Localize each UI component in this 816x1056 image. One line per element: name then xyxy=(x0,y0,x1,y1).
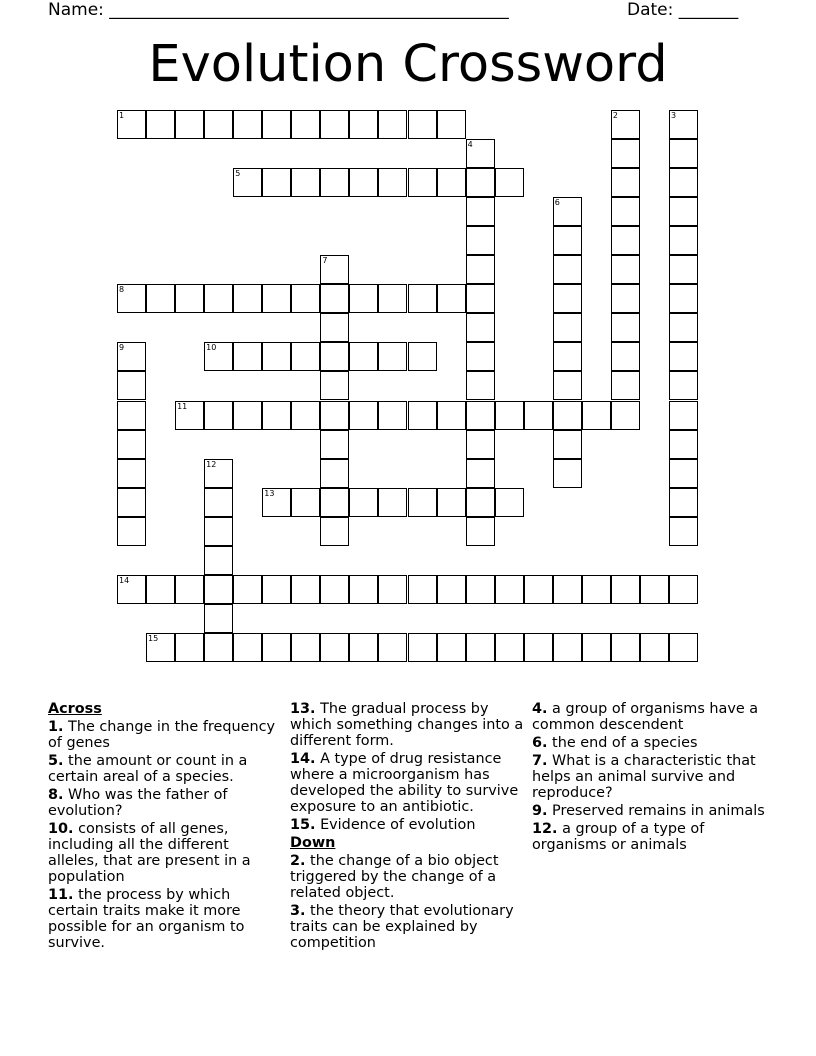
grid-cell[interactable] xyxy=(262,401,291,430)
grid-cell[interactable] xyxy=(408,575,437,604)
grid-cell[interactable] xyxy=(408,633,437,662)
grid-cell[interactable] xyxy=(291,110,320,139)
grid-cell[interactable] xyxy=(204,633,233,662)
clue-across-15: 15. Evidence of evolution xyxy=(290,817,476,833)
clue-across-13: 13. The gradual process by which something changes into a different form. xyxy=(290,701,524,749)
clue-across-11: 11. the process by which certain traits make it more possible for an organism to survive. xyxy=(48,887,245,951)
grid-cell[interactable] xyxy=(553,371,582,400)
grid-cell[interactable] xyxy=(291,575,320,604)
grid-cell[interactable] xyxy=(291,342,320,371)
grid-cell[interactable] xyxy=(117,371,146,400)
grid-cell[interactable] xyxy=(669,633,698,662)
clue-number: 5 xyxy=(235,169,241,179)
grid-cell[interactable] xyxy=(611,284,640,313)
grid-cell[interactable] xyxy=(291,284,320,313)
grid-cell[interactable] xyxy=(437,168,466,197)
grid-cell[interactable] xyxy=(320,313,349,342)
clue-number: 3 xyxy=(670,111,677,120)
grid-cell[interactable] xyxy=(262,488,291,517)
grid-cell[interactable] xyxy=(204,110,233,139)
clue-across-8: 8. Who was the father of evolution? xyxy=(48,787,228,819)
grid-cell[interactable] xyxy=(117,284,146,313)
clue-number: 11 xyxy=(177,401,188,411)
grid-cell[interactable] xyxy=(320,110,349,139)
grid-cell[interactable] xyxy=(466,575,495,604)
grid-cell[interactable] xyxy=(466,284,495,313)
grid-cell[interactable] xyxy=(669,459,698,488)
grid-cell[interactable] xyxy=(320,284,349,313)
grid-cell[interactable] xyxy=(669,110,698,139)
grid-cell[interactable] xyxy=(349,168,378,197)
grid-cell[interactable] xyxy=(146,575,175,604)
grid-cell[interactable] xyxy=(233,342,262,371)
grid-cell[interactable] xyxy=(466,226,495,255)
clue-number: 6 xyxy=(554,198,560,208)
grid-cell[interactable] xyxy=(233,575,262,604)
grid-cell[interactable] xyxy=(669,226,698,255)
grid-cell[interactable] xyxy=(466,371,495,400)
grid-cell[interactable] xyxy=(262,575,291,604)
grid-cell[interactable] xyxy=(495,488,524,517)
grid-cell[interactable] xyxy=(669,401,698,430)
clue-number: 4 xyxy=(467,140,473,150)
clue-number: 9 xyxy=(119,343,125,353)
clue-number: 1 xyxy=(119,111,125,120)
grid-cell[interactable] xyxy=(669,255,698,284)
grid-cell[interactable] xyxy=(437,284,466,313)
grid-cell[interactable] xyxy=(233,284,262,313)
grid-cell[interactable] xyxy=(349,342,378,371)
grid-cell[interactable] xyxy=(553,401,582,430)
grid-cell[interactable] xyxy=(553,226,582,255)
clue-down-2: 2. the change of a bio object triggered by the change of a related object. xyxy=(290,853,499,901)
clue-down-9: 9. Preserved remains in animals xyxy=(532,803,765,819)
grid-cell[interactable] xyxy=(669,168,698,197)
grid-cell[interactable] xyxy=(582,401,611,430)
grid-cell[interactable] xyxy=(320,168,349,197)
grid-cell[interactable] xyxy=(320,255,349,284)
grid-cell[interactable] xyxy=(611,342,640,371)
grid-cell[interactable] xyxy=(320,401,349,430)
grid-cell[interactable] xyxy=(611,110,640,139)
grid-cell[interactable] xyxy=(175,401,204,430)
clue-number: 10 xyxy=(206,343,217,353)
grid-cell[interactable] xyxy=(349,488,378,517)
grid-cell[interactable] xyxy=(146,284,175,313)
grid-cell[interactable] xyxy=(378,168,407,197)
grid-cell[interactable] xyxy=(466,488,495,517)
clue-column-3 xyxy=(532,701,768,855)
clue-down-7: 7. What is a characteristic that helps an animal survive and reproduce? xyxy=(532,753,756,801)
clue-across-14: 14. A type of drug resistance where a microorganism has developed the ability to survive exposure to an antibiotic. xyxy=(290,751,519,815)
grid-cell[interactable] xyxy=(349,575,378,604)
grid-cell[interactable] xyxy=(204,342,233,371)
grid-cell[interactable] xyxy=(146,110,175,139)
grid-cell[interactable] xyxy=(466,633,495,662)
grid-cell[interactable] xyxy=(611,139,640,168)
grid-cell[interactable] xyxy=(669,139,698,168)
grid-cell[interactable] xyxy=(553,575,582,604)
grid-cell[interactable] xyxy=(291,168,320,197)
grid-cell[interactable] xyxy=(669,575,698,604)
grid-cell[interactable] xyxy=(320,459,349,488)
date-field-label: Date: _______ xyxy=(627,0,739,20)
grid-cell[interactable] xyxy=(117,430,146,459)
grid-cell[interactable] xyxy=(437,488,466,517)
grid-cell[interactable] xyxy=(378,575,407,604)
grid-cell[interactable] xyxy=(466,401,495,430)
grid-cell[interactable] xyxy=(466,197,495,226)
grid-cell[interactable] xyxy=(378,110,407,139)
grid-cell[interactable] xyxy=(349,284,378,313)
grid-cell[interactable] xyxy=(204,517,233,546)
grid-cell[interactable] xyxy=(262,633,291,662)
grid-cell[interactable] xyxy=(640,633,669,662)
grid-cell[interactable] xyxy=(524,633,553,662)
grid-cell[interactable] xyxy=(669,284,698,313)
grid-cell[interactable] xyxy=(204,488,233,517)
grid-cell[interactable] xyxy=(204,604,233,633)
grid-cell[interactable] xyxy=(175,575,204,604)
grid-cell[interactable] xyxy=(437,575,466,604)
grid-cell[interactable] xyxy=(204,401,233,430)
grid-cell[interactable] xyxy=(262,284,291,313)
clue-down-3: 3. the theory that evolutionary traits can be explained by competition xyxy=(290,903,514,951)
grid-cell[interactable] xyxy=(233,110,262,139)
grid-cell[interactable] xyxy=(320,633,349,662)
clue-number: 15 xyxy=(148,633,159,643)
grid-cell[interactable] xyxy=(466,168,495,197)
grid-cell[interactable] xyxy=(466,430,495,459)
grid-cell[interactable] xyxy=(553,633,582,662)
grid-cell[interactable] xyxy=(408,284,437,313)
clue-across-1: 1. The change in the frequency of genes xyxy=(48,719,275,751)
grid-cell[interactable] xyxy=(117,488,146,517)
grid-cell[interactable] xyxy=(611,371,640,400)
clue-across-10: 10. consists of all genes, including all the different alleles, that are present in a population xyxy=(48,821,251,885)
grid-cell[interactable] xyxy=(553,342,582,371)
grid-cell[interactable] xyxy=(669,517,698,546)
grid-cell[interactable] xyxy=(611,168,640,197)
clue-number: 12 xyxy=(206,459,217,469)
grid-cell[interactable] xyxy=(466,342,495,371)
clue-number: 13 xyxy=(264,488,275,498)
grid-cell[interactable] xyxy=(611,226,640,255)
grid-cell[interactable] xyxy=(117,110,146,139)
grid-cell[interactable] xyxy=(408,168,437,197)
grid-cell[interactable] xyxy=(349,633,378,662)
clue-number: 14 xyxy=(119,575,130,585)
clue-number: 2 xyxy=(612,111,618,120)
grid-cell[interactable] xyxy=(175,110,204,139)
grid-cell[interactable] xyxy=(291,401,320,430)
grid-cell[interactable] xyxy=(204,459,233,488)
clue-down-4: 4. a group of organisms have a common descendent xyxy=(532,701,759,733)
clue-down-6: 6. the end of a species xyxy=(532,735,698,751)
grid-cell[interactable] xyxy=(669,488,698,517)
grid-cell[interactable] xyxy=(524,575,553,604)
clue-number: 7 xyxy=(322,256,328,266)
grid-cell[interactable] xyxy=(320,342,349,371)
grid-cell[interactable] xyxy=(495,401,524,430)
clue-column-1 xyxy=(48,701,276,953)
grid-cell[interactable] xyxy=(233,401,262,430)
grid-cell[interactable] xyxy=(466,139,495,168)
grid-cell[interactable] xyxy=(466,313,495,342)
grid-cell[interactable] xyxy=(262,168,291,197)
name-field-label: Name: _______________________________________________ xyxy=(48,0,509,20)
grid-cell[interactable] xyxy=(495,633,524,662)
grid-cell[interactable] xyxy=(378,342,407,371)
grid-cell[interactable] xyxy=(437,633,466,662)
grid-cell[interactable] xyxy=(291,488,320,517)
grid-cell[interactable] xyxy=(408,488,437,517)
grid-cell[interactable] xyxy=(117,575,146,604)
grid-cell[interactable] xyxy=(437,401,466,430)
grid-cell[interactable] xyxy=(175,284,204,313)
grid-cell[interactable] xyxy=(349,401,378,430)
grid-cell[interactable] xyxy=(524,401,553,430)
grid-cell[interactable] xyxy=(320,488,349,517)
grid-cell[interactable] xyxy=(175,633,204,662)
grid-cell[interactable] xyxy=(117,459,146,488)
grid-cell[interactable] xyxy=(437,110,466,139)
grid-cell[interactable] xyxy=(378,633,407,662)
grid-cell[interactable] xyxy=(408,342,437,371)
grid-cell[interactable] xyxy=(320,371,349,400)
page-title: Evolution Crossword xyxy=(148,35,668,94)
grid-cell[interactable] xyxy=(466,517,495,546)
grid-cell[interactable] xyxy=(611,197,640,226)
clue-number: 8 xyxy=(119,285,125,295)
grid-cell[interactable] xyxy=(291,633,320,662)
grid-cell[interactable] xyxy=(611,633,640,662)
grid-cell[interactable] xyxy=(611,401,640,430)
grid-cell[interactable] xyxy=(233,633,262,662)
grid-cell[interactable] xyxy=(553,197,582,226)
clue-down-12: 12. a group of a type of organisms or animals xyxy=(532,821,705,853)
grid-cell[interactable] xyxy=(669,430,698,459)
grid-cell[interactable] xyxy=(553,313,582,342)
grid-cell[interactable] xyxy=(553,255,582,284)
grid-cell[interactable] xyxy=(204,546,233,575)
grid-cell[interactable] xyxy=(262,342,291,371)
grid-cell[interactable] xyxy=(495,168,524,197)
grid-cell[interactable] xyxy=(408,401,437,430)
grid-cell[interactable] xyxy=(320,430,349,459)
grid-cell[interactable] xyxy=(320,517,349,546)
grid-cell[interactable] xyxy=(582,633,611,662)
grid-cell[interactable] xyxy=(146,633,175,662)
grid-cell[interactable] xyxy=(320,575,349,604)
grid-cell[interactable] xyxy=(553,459,582,488)
grid-cell[interactable] xyxy=(611,575,640,604)
grid-cell[interactable] xyxy=(378,488,407,517)
grid-cell[interactable] xyxy=(378,284,407,313)
grid-cell[interactable] xyxy=(378,401,407,430)
grid-cell[interactable] xyxy=(349,110,378,139)
grid-cell[interactable] xyxy=(669,371,698,400)
grid-cell[interactable] xyxy=(669,342,698,371)
grid-cell[interactable] xyxy=(117,342,146,371)
grid-cell[interactable] xyxy=(233,168,262,197)
grid-cell[interactable] xyxy=(640,575,669,604)
grid-cell[interactable] xyxy=(611,313,640,342)
grid-cell[interactable] xyxy=(204,575,233,604)
grid-cell[interactable] xyxy=(408,110,437,139)
down-heading: Down xyxy=(290,835,336,851)
grid-cell[interactable] xyxy=(117,401,146,430)
grid-cell[interactable] xyxy=(582,575,611,604)
grid-cell[interactable] xyxy=(669,313,698,342)
grid-cell[interactable] xyxy=(495,575,524,604)
clue-column-2 xyxy=(290,701,526,953)
grid-cell[interactable] xyxy=(669,197,698,226)
grid-cell[interactable] xyxy=(611,255,640,284)
across-heading: Across xyxy=(48,701,102,717)
grid-cell[interactable] xyxy=(262,110,291,139)
clue-across-5: 5. the amount or count in a certain areal of a species. xyxy=(48,753,248,785)
grid-cell[interactable] xyxy=(553,284,582,313)
grid-cell[interactable] xyxy=(117,517,146,546)
grid-cell[interactable] xyxy=(204,284,233,313)
grid-cell[interactable] xyxy=(466,255,495,284)
grid-cell[interactable] xyxy=(466,459,495,488)
grid-cell[interactable] xyxy=(553,430,582,459)
